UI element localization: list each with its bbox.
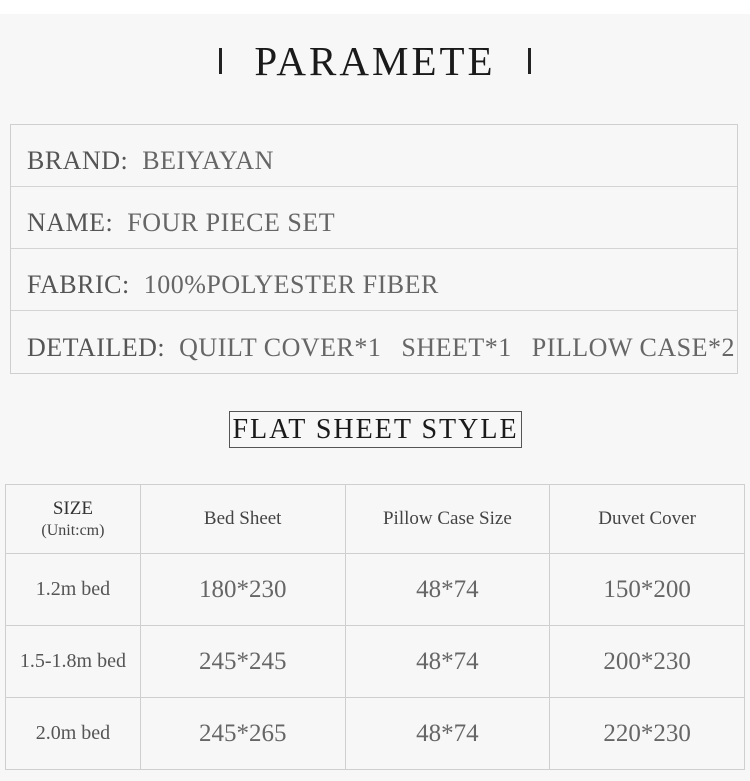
param-row-name	[11, 187, 737, 249]
param-row-brand	[11, 125, 737, 187]
section-title: PARAMETE	[254, 38, 496, 84]
heading-bar-right	[528, 48, 531, 74]
pillow-cell: 48*74	[345, 698, 550, 770]
pillow-cell: 48*74	[345, 626, 550, 698]
sheet-cell: 245*245	[140, 626, 345, 698]
bed-size-cell: 1.2m bed	[6, 554, 141, 626]
param-value: FOUR PIECE SET	[127, 208, 336, 237]
sheet-cell: 245*265	[140, 698, 345, 770]
param-value: PILLOW CASE*2	[531, 333, 735, 362]
bed-size-cell: 2.0m bed	[6, 698, 141, 770]
table-row	[6, 626, 745, 698]
table-row	[6, 698, 745, 770]
param-value: SHEET*1	[401, 333, 512, 362]
duvet-cell: 200*230	[550, 626, 745, 698]
param-row-detailed	[11, 311, 737, 373]
header-size-unit: (Unit:cm)	[41, 522, 105, 539]
param-value: BEIYAYAN	[142, 146, 274, 175]
table-header-row	[6, 485, 745, 554]
duvet-cell: 150*200	[550, 554, 745, 626]
bed-size-cell: 1.5-1.8m bed	[6, 626, 141, 698]
flat-sheet-style-title: FLAT SHEET STYLE	[229, 411, 522, 448]
parameter-list	[10, 124, 738, 374]
header-bed-sheet: Bed Sheet	[140, 485, 345, 554]
size-table	[5, 484, 745, 770]
pillow-cell: 48*74	[345, 554, 550, 626]
sheet-cell: 180*230	[140, 554, 345, 626]
param-label: BRAND:	[27, 146, 129, 175]
param-value: QUILT COVER*1	[179, 333, 382, 362]
param-row-fabric	[11, 249, 737, 311]
header-duvet-cover: Duvet Cover	[550, 485, 745, 554]
section-heading	[0, 36, 750, 86]
param-label: FABRIC:	[27, 270, 130, 299]
top-strip	[0, 0, 750, 14]
table-row	[6, 554, 745, 626]
param-value: 100%POLYESTER FIBER	[143, 270, 439, 299]
duvet-cell: 220*230	[550, 698, 745, 770]
param-label: NAME:	[27, 208, 114, 237]
heading-bar-left	[219, 48, 222, 74]
header-size	[6, 485, 141, 554]
header-size-label: SIZE	[52, 498, 93, 519]
param-label: DETAILED:	[27, 333, 166, 362]
header-pillow-case: Pillow Case Size	[345, 485, 550, 554]
